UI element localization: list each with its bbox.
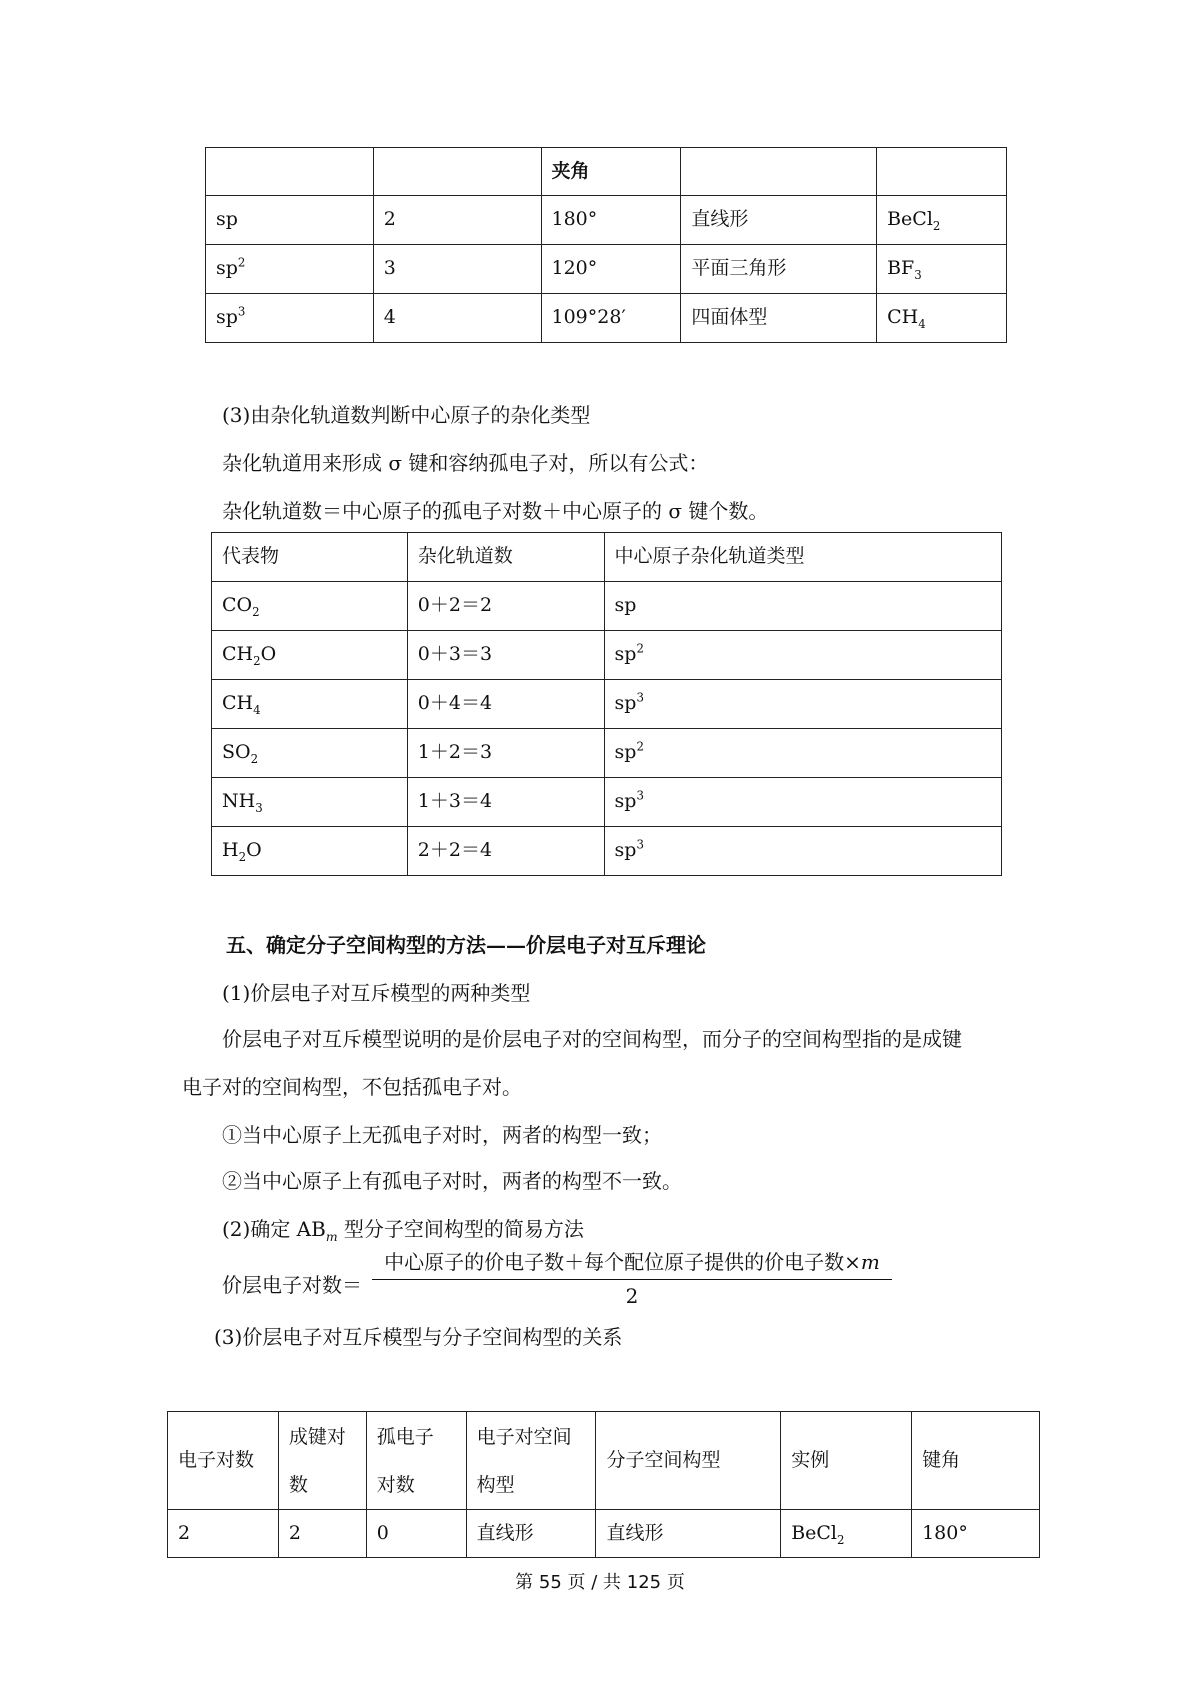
table-cell: 1＋2＝3: [407, 729, 604, 778]
table-cell: 180°: [541, 196, 681, 245]
section-5-heading: 五、确定分子空间构型的方法——价层电子对互斥理论: [226, 933, 706, 957]
table-cell: 平面三角形: [681, 245, 877, 294]
table-header-cell: 电子对空间 构型: [466, 1412, 596, 1510]
table-cell: 0: [366, 1510, 466, 1558]
table-cell: $NH_3$: [212, 778, 408, 827]
table-cell: 直线形: [466, 1510, 596, 1558]
table-header-cell: 键角: [912, 1412, 1040, 1510]
table-row: [212, 827, 1002, 876]
table-cell: $sp^3$: [206, 294, 374, 343]
table-cell: $sp^2$: [206, 245, 374, 294]
section-3-title: (3)由杂化轨道数判断中心原子的杂化类型: [222, 403, 591, 427]
page-number-footer: 第 55 页 / 共 125 页: [515, 1572, 685, 1593]
table-row: [212, 680, 1002, 729]
table-cell: $sp^3$: [604, 680, 1001, 729]
table-cell: [373, 148, 541, 196]
table-cell: $sp^3$: [604, 778, 1001, 827]
table-cell: 3: [373, 245, 541, 294]
table-header-cell: 中心原子杂化轨道类型: [604, 533, 1001, 582]
hybridization-geometry-table: [205, 147, 1007, 343]
formula-denominator: 2: [625, 1284, 639, 1308]
paragraph: (3)价层电子对互斥模型与分子空间构型的关系: [214, 1325, 623, 1349]
table-cell: 0＋2＝2: [407, 582, 604, 631]
paragraph: 杂化轨道数＝中心原子的孤电子对数＋中心原子的 σ 键个数。: [222, 499, 769, 523]
table-cell: 2: [373, 196, 541, 245]
table-cell: 1＋3＝4: [407, 778, 604, 827]
paragraph: ②当中心原子上有孤电子对时，两者的构型不一致。: [222, 1169, 682, 1193]
table-row: [212, 729, 1002, 778]
hybrid-orbital-count-table: [211, 532, 1002, 876]
table-header-cell: 实例: [781, 1412, 912, 1510]
table-header-row: [212, 533, 1002, 582]
paragraph: (2)确定 $AB_m$ 型分子空间构型的简易方法: [222, 1217, 584, 1244]
table-cell: 0＋3＝3: [407, 631, 604, 680]
paragraph: 电子对的空间构型，不包括孤电子对。: [182, 1075, 522, 1099]
table-cell: 2: [278, 1510, 366, 1558]
table-row: [206, 196, 1007, 245]
table-cell: [877, 148, 1007, 196]
table-row: [168, 1510, 1040, 1558]
table-header-cell: 孤电子 对数: [366, 1412, 466, 1510]
table-cell: 2: [168, 1510, 279, 1558]
table-cell: BeCl$_2$: [877, 196, 1007, 245]
table-cell: $CH_4$: [212, 680, 408, 729]
table-header-row: [206, 148, 1007, 196]
table-row: [212, 631, 1002, 680]
table-header-cell: 成键对 数: [278, 1412, 366, 1510]
table-cell: $sp^2$: [604, 631, 1001, 680]
vsepr-relation-table: [167, 1411, 1040, 1558]
table-cell: 109°28′: [541, 294, 681, 343]
paragraph: (1)价层电子对互斥模型的两种类型: [222, 981, 531, 1005]
table-cell: [681, 148, 877, 196]
table-cell: $sp^2$: [604, 729, 1001, 778]
table-cell: 120°: [541, 245, 681, 294]
table-header-row: [168, 1412, 1040, 1510]
table-cell: 4: [373, 294, 541, 343]
table-cell: 0＋4＝4: [407, 680, 604, 729]
table-header-angle: 夹角: [541, 148, 681, 196]
table-cell: 2＋2＝4: [407, 827, 604, 876]
table-header-cell: 代表物: [212, 533, 408, 582]
fraction-bar: [372, 1279, 892, 1280]
table-cell: sp: [604, 582, 1001, 631]
table-header-cell: 杂化轨道数: [407, 533, 604, 582]
table-cell: $CH_2O$: [212, 631, 408, 680]
table-cell: $CO_2$: [212, 582, 408, 631]
table-row: [212, 778, 1002, 827]
table-cell: $SO_2$: [212, 729, 408, 778]
table-header-cell: 电子对数: [168, 1412, 279, 1510]
table-row: [206, 245, 1007, 294]
formula-label: 价层电子对数＝: [222, 1273, 362, 1297]
paragraph: 价层电子对互斥模型说明的是价层电子对的空间构型，而分子的空间构型指的是成键: [222, 1027, 962, 1051]
table-cell: 直线形: [596, 1510, 781, 1558]
table-cell: 四面体型: [681, 294, 877, 343]
table-row: [206, 294, 1007, 343]
table-cell: sp: [206, 196, 374, 245]
table-header-cell: 分子空间构型: [596, 1412, 781, 1510]
table-cell: $BF_3$: [877, 245, 1007, 294]
table-cell: [206, 148, 374, 196]
table-cell: BeCl$_2$: [781, 1510, 912, 1558]
table-cell: 180°: [912, 1510, 1040, 1558]
table-row: [212, 582, 1002, 631]
table-cell: $H_2O$: [212, 827, 408, 876]
formula-numerator: 中心原子的价电子数＋每个配位原子提供的价电子数×m: [384, 1250, 880, 1274]
table-cell: $CH_4$: [877, 294, 1007, 343]
table-cell: 直线形: [681, 196, 877, 245]
paragraph: 杂化轨道用来形成 σ 键和容纳孤电子对，所以有公式：: [222, 451, 709, 475]
paragraph: ①当中心原子上无孤电子对时，两者的构型一致；: [222, 1123, 662, 1147]
table-cell: $sp^3$: [604, 827, 1001, 876]
